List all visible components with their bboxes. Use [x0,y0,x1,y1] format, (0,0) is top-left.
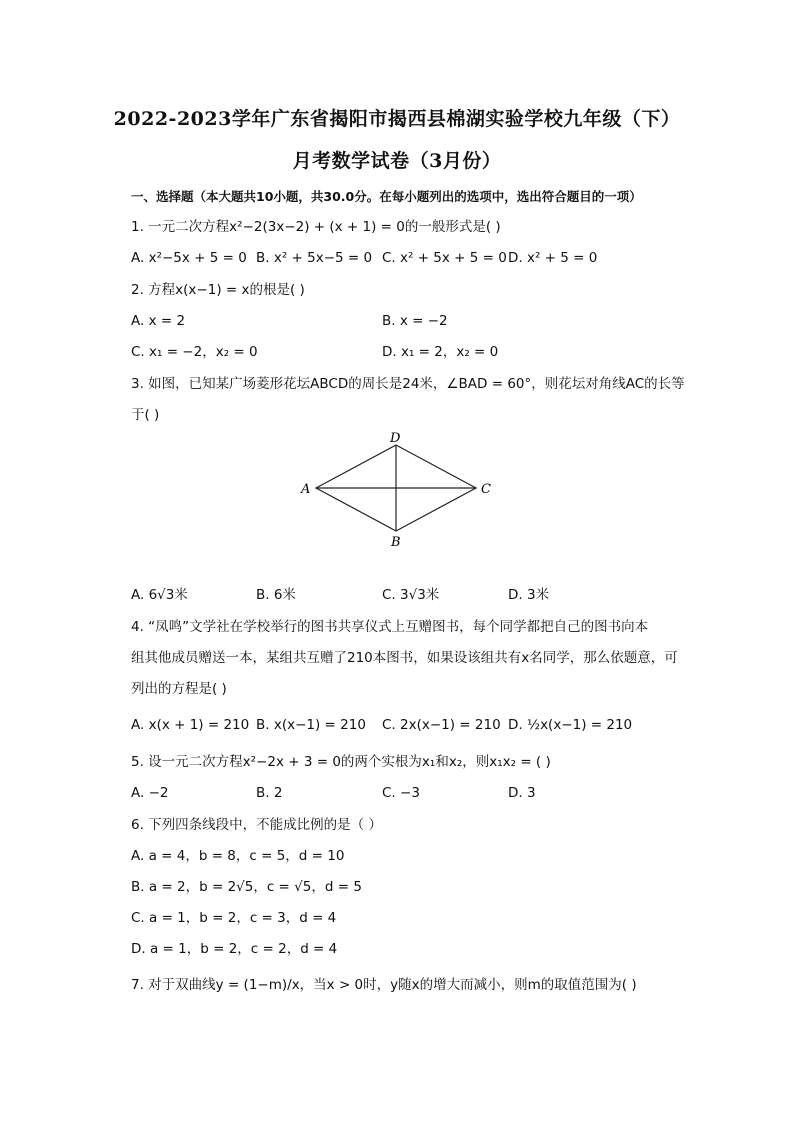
q6-option-a: A. a = 4，b = 8，c = 5，d = 10 [131,848,345,864]
q6-option-d: D. a = 1，b = 2，c = 2，d = 4 [131,941,338,957]
q3-option-c: C. 3√3米 [382,587,440,603]
q3-option-a: A. 6√3米 [131,587,188,603]
question-6: 6. 下列四条线段中，不能成比例的是（ ） [131,817,382,833]
q4-option-b: B. x(x−1) = 210 [256,717,366,733]
q1-option-d: D. x² + 5 = 0 [508,250,598,266]
exam-title-line1: 2022-2023学年广东省揭阳市揭西县棉湖实验学校九年级（下） [113,108,681,130]
label-c: C [481,482,491,497]
question-4-line3: 列出的方程是( ) [131,681,227,697]
q5-option-c: C. −3 [382,785,420,801]
question-1: 1. 一元二次方程x²−2(3x−2) + (x + 1) = 0的一般形式是( ) [131,219,501,235]
question-4-line1: 4. “凤鸣”文学社在学校举行的图书共享仪式上互赠图书，每个同学都把自己的图书向本 [131,619,649,635]
q2-option-d: D. x₁ = 2，x₂ = 0 [382,344,499,360]
label-b: B [391,535,401,550]
q4-option-d: D. ½x(x−1) = 210 [508,717,633,733]
label-d: D [390,431,401,446]
question-3-line1: 3. 如图，已知某广场菱形花坛ABCD的周长是24米，∠BAD = 60°，则花坛对角线AC的长等 [131,376,685,392]
q1-option-b: B. x² + 5x−5 = 0 [256,250,373,266]
question-7: 7. 对于双曲线y = (1−m)/x，当x > 0时，y随x的增大而减小，则m的取值范围为( ) [131,977,637,993]
q5-option-b: B. 2 [256,785,283,801]
q4-option-c: C. 2x(x−1) = 210 [382,717,501,733]
q1-option-c: C. x² + 5x + 5 = 0 [382,250,507,266]
q2-option-c: C. x₁ = −2，x₂ = 0 [131,344,258,360]
section-heading: 一、选择题（本大题共10小题，共30.0分。在每小题列出的选项中，选出符合题目的一项） [131,189,642,204]
q3-option-b: B. 6米 [256,587,296,603]
question-3-line2: 于( ) [131,407,160,423]
q2-option-a: A. x = 2 [131,313,186,329]
q1-option-a: A. x²−5x + 5 = 0 [131,250,247,266]
exam-title-line2: 月考数学试卷（3月份） [292,150,502,172]
q6-option-b: B. a = 2，b = 2√5，c = √5，d = 5 [131,879,362,895]
question-5: 5. 设一元二次方程x²−2x + 3 = 0的两个实根为x₁和x₂，则x₁x₂ = ( ) [131,754,551,770]
q3-option-d: D. 3米 [508,587,550,603]
q5-option-d: D. 3 [508,785,536,801]
q4-option-a: A. x(x + 1) = 210 [131,717,250,733]
q2-option-b: B. x = −2 [382,313,448,329]
rhombus-figure [290,425,510,555]
q6-option-c: C. a = 1，b = 2，c = 3，d = 4 [131,910,337,926]
label-a: A [301,482,311,497]
question-2: 2. 方程x(x−1) = x的根是( ) [131,282,305,298]
question-4-line2: 组其他成员赠送一本，某组共互赠了210本图书，如果设该组共有x名同学，那么依题意，可 [131,650,678,666]
q5-option-a: A. −2 [131,785,169,801]
